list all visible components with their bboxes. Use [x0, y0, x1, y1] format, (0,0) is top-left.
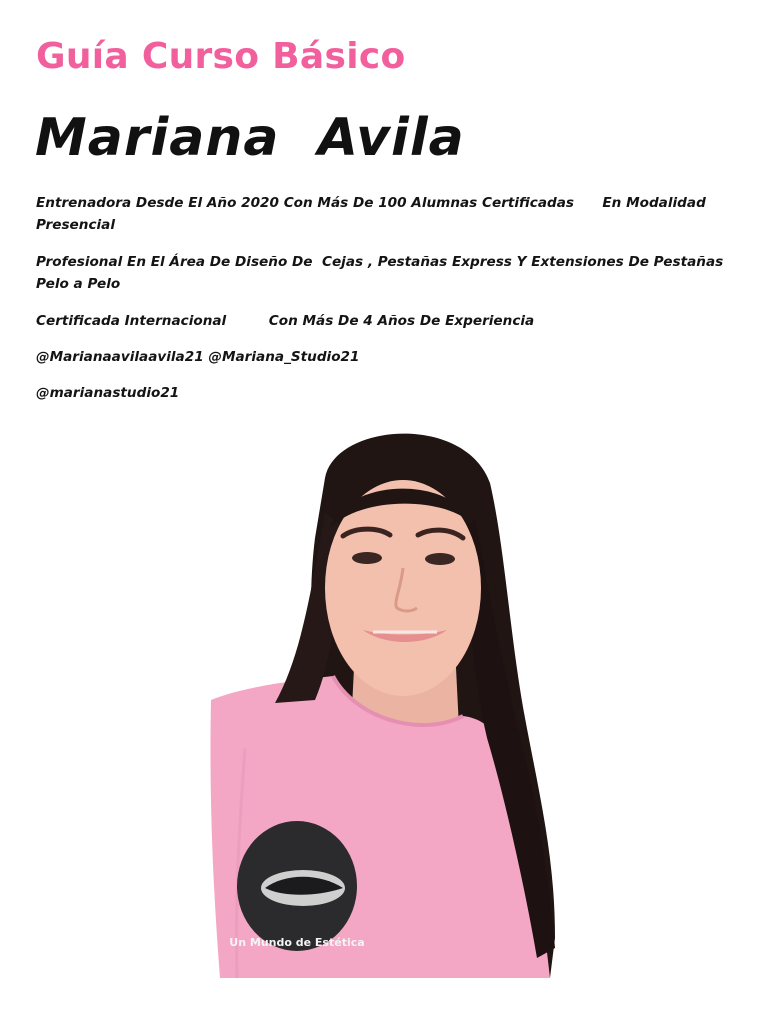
social-handles: @Marianaavilaavila21 @Mariana_Studio21	[36, 349, 360, 365]
social-handle-secondary: @marianastudio21	[36, 385, 180, 401]
bio-experience: Entrenadora Desde El Año 2020 Con Más De 100 Alumnas Certificadas En Modalidad Presencial	[36, 195, 711, 233]
shirt-logo-text: Un Mundo de Estética	[229, 936, 365, 949]
trainer-name: Mariana Avila	[35, 108, 465, 168]
bio-specialty: Profesional En El Área De Diseño De Cejas , Pestañas Express Y Extensiones De Pestañas Pelo a Pelo	[36, 254, 728, 292]
course-subtitle: Guía Curso Básico	[36, 36, 406, 77]
trainer-photo	[205, 418, 565, 980]
bio-certification: Certificada Internacional Con Más De 4 Años De Experiencia	[36, 313, 535, 329]
